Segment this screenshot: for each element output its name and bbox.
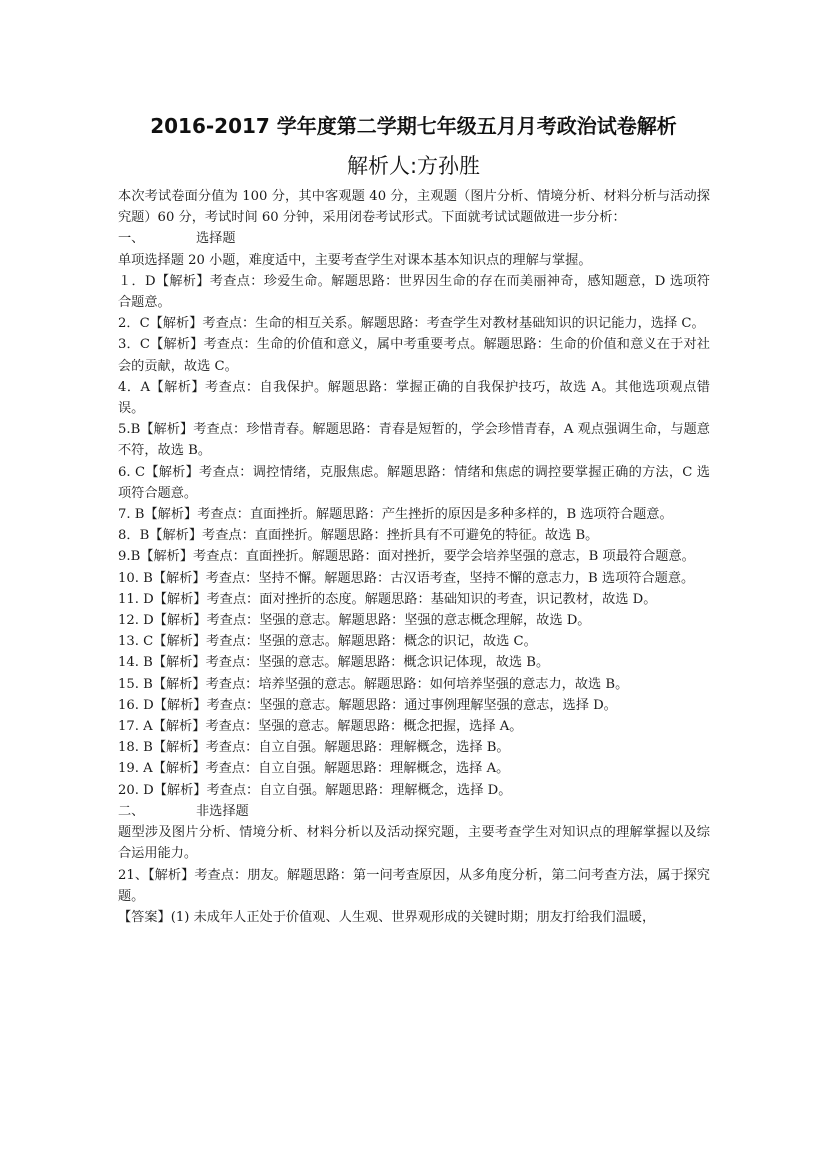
section-label: 选择题 bbox=[196, 231, 236, 247]
answer-item: 13. C【解析】考查点：坚强的意志。解题思路：概念的识记，故选 C。 bbox=[118, 634, 537, 650]
answer-item: 17. A【解析】考查点：坚强的意志。解题思路：概念把握，选择 A。 bbox=[118, 719, 523, 735]
answer-item: 5.B【解析】考查点：珍惜青春。解题思路：青春是短暂的，学会珍惜青春，A 观点强调生命，与题意不符，故选 B。 bbox=[118, 422, 710, 459]
answer-item: 6. C【解析】考查点：调控情绪，克服焦虑。解题思路：情绪和焦虑的调控要掌握正确的方法，C 选项符合题意。 bbox=[118, 464, 710, 501]
answer-item: 7. B【解析】考查点：直面挫折。解题思路：产生挫折的原因是多种多样的，B 选项符合题意。 bbox=[118, 507, 673, 523]
answer-item: 10. B【解析】考查点：坚持不懈。解题思路：古汉语考查，坚持不懈的意志力，B 选项符合题意。 bbox=[118, 570, 695, 586]
document-title: 2016-2017 学年度第二学期七年级五月月考政治试卷解析 bbox=[150, 114, 677, 138]
answer-item: 20. D【解析】考查点：自立自强。解题思路：理解概念，选择 D。 bbox=[118, 782, 512, 798]
answer-item: 12. D【解析】考查点：坚强的意志。解题思路：坚强的意志概念理解，故选 D。 bbox=[118, 613, 591, 629]
section-label: 非选择题 bbox=[196, 803, 249, 819]
answer-item: 8．B【解析】考查点：直面挫折。解题思路：挫折具有不可避免的特征。故选 B。 bbox=[118, 528, 599, 544]
answer-item: 11. D【解析】考查点：面对挫折的态度。解题思路：基础知识的考查，识记教材，故选 D。 bbox=[118, 591, 657, 607]
answer-item: 15. B【解析】考查点：培养坚强的意志。解题思路：如何培养坚强的意志力，故选 B。 bbox=[118, 676, 629, 692]
section-number: 二、 bbox=[118, 803, 145, 819]
answer-item: 14. B【解析】考查点：坚强的意志。解题思路：概念识记体现，故选 B。 bbox=[118, 655, 550, 671]
answer-item: 21、【解析】考查点：朋友。解题思路：第一问考查原因，从多角度分析，第二问考查方法，属于探究题。 bbox=[118, 867, 710, 904]
section-description: 单项选择题 20 小题，难度适中，主要考查学生对课本基本知识点的理解与掌握。 bbox=[118, 252, 592, 268]
answer-item: 4．A【解析】考查点：自我保护。解题思路：掌握正确的自我保护技巧，故选 A。其他选项观点错误。 bbox=[118, 379, 710, 417]
answer-item: 18. B【解析】考查点：自立自强。解题思路：理解概念，选择 B。 bbox=[118, 740, 510, 756]
answer-item: 9.B【解析】考查点：直面挫折。解题思路：面对挫折，要学会培养坚强的意志，B 项最符合题意。 bbox=[118, 549, 695, 565]
answer-item: 2．C【解析】考查点：生命的相互关系。解题思路：考查学生对教材基础知识的识记能力，选择 C。 bbox=[118, 316, 705, 332]
intro-paragraph: 本次考试卷面分值为 100 分，其中客观题 40 分，主观题（图片分析、情境分析、材料分析与活动探究题）60 分，考试时间 60 分钟，采用闭卷考试形式。下面就考试试题做进一步分析： bbox=[118, 189, 710, 226]
answer-text: 【答案】(1) 未成年人正处于价值观、人生观、世界观形成的关键时期；朋友打给我们温暖， bbox=[118, 909, 656, 925]
section-number: 一、 bbox=[118, 231, 145, 247]
answer-item: 16. D【解析】考查点：坚强的意志。解题思路：通过事例理解坚强的意志，选择 D。 bbox=[118, 697, 617, 713]
document-author: 解析人:方孙胜 bbox=[346, 154, 481, 178]
section-description: 题型涉及图片分析、情境分析、材料分析以及活动探究题，主要考查学生对知识点的理解掌握以及综合运用能力。 bbox=[118, 825, 710, 862]
document-body bbox=[118, 186, 710, 928]
answer-item: 3．C【解析】考查点：生命的价值和意义，属中考重要考点。解题思路：生命的价值和意义在于对社会的贡献，故选 C。 bbox=[118, 337, 710, 374]
section-heading-nonchoice bbox=[118, 801, 710, 822]
answer-item: 19. A【解析】考查点：自立自强。解题思路：理解概念，选择 A。 bbox=[118, 761, 510, 777]
answer-item: １．D【解析】考查点：珍爱生命。解题思路：世界因生命的存在而美丽神奇，感知题意，D 选项符合题意。 bbox=[118, 273, 710, 311]
section-heading-choice bbox=[118, 228, 710, 249]
